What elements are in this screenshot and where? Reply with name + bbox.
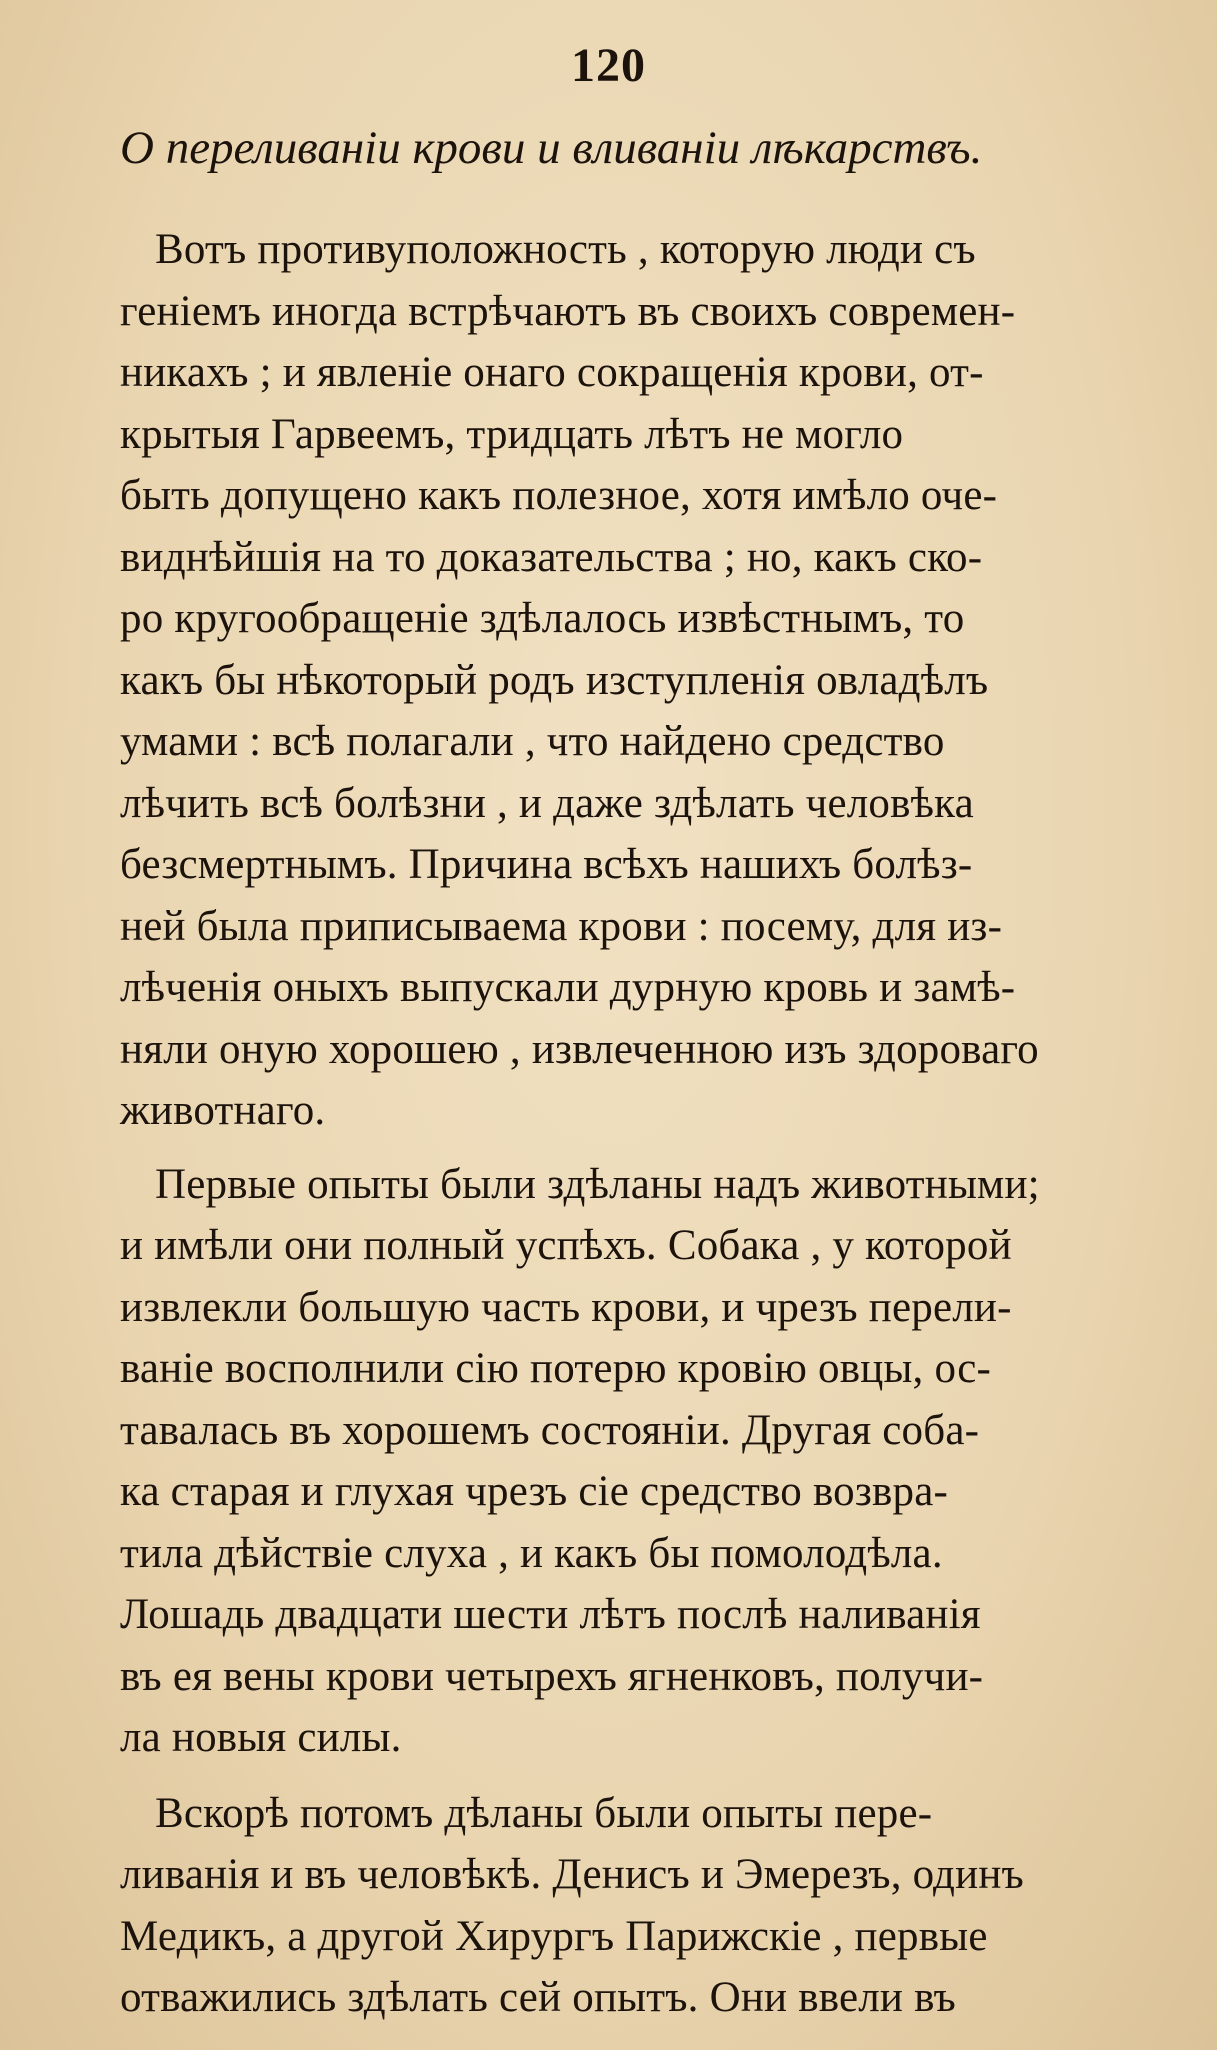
text-line: и имѣли они полный успѣхъ. Собака , у которой: [120, 1222, 1012, 1269]
text-line: тила дѣйствіе слуха , и какъ бы помолодѣла.: [120, 1530, 943, 1577]
text-line: лѣченія оныхъ выпускали дурную кровь и замѣ-: [120, 964, 1016, 1011]
text-line: тавалась въ хорошемъ состояніи. Другая соба-: [120, 1407, 980, 1454]
text-line: умами : всѣ полагали , что найдено средство: [120, 718, 945, 765]
text-line: виднѣйшія на то доказательства ; но, какъ ско-: [120, 534, 983, 581]
text-line: Вскорѣ потомъ дѣланы были опыты пере-: [155, 1790, 933, 1837]
text-line: извлекли большую часть крови, и чрезъ перели-: [120, 1284, 1012, 1331]
text-line: Вотъ противуположность , которую люди съ: [155, 226, 976, 273]
text-line: няли оную хорошею , извлеченною изъ здороваго: [120, 1026, 1039, 1073]
text-line: въ ея вены крови четырехъ ягненковъ, получи-: [120, 1653, 984, 1700]
page-number: 120: [571, 39, 646, 92]
text-line: крытыя Гарвеемъ, тридцать лѣтъ не могло: [120, 411, 904, 458]
text-line: быть допущено какъ полезное, хотя имѣло оче-: [120, 472, 998, 519]
text-line: Первые опыты были здѣланы надъ животными;: [155, 1161, 1040, 1208]
text-line: Медикъ, а другой Хирургъ Парижскіе , первые: [120, 1913, 988, 1960]
text-line: ливанія и въ человѣкѣ. Денисъ и Эмерезъ, одинъ: [120, 1851, 1024, 1898]
text-line: безсмертнымъ. Причина всѣхъ нашихъ болѣз-: [120, 841, 973, 888]
text-line: животнаго.: [120, 1087, 326, 1134]
text-line: какъ бы нѣкоторый родъ изступленія овладѣлъ: [120, 657, 989, 704]
section-heading: О переливаніи крови и вливаніи лѣкарствъ.: [120, 122, 983, 174]
text-line: ней была приписываема крови : посему, для из-: [120, 903, 1003, 950]
text-line: Лошадь двадцати шести лѣтъ послѣ наливанія: [120, 1591, 981, 1638]
text-line: никахъ ; и явленіе онаго сокращенія крови, от-: [120, 349, 984, 396]
text-line: лѣчить всѣ болѣзни , и даже здѣлать человѣка: [120, 780, 974, 827]
text-line: ла новыя силы.: [120, 1714, 402, 1761]
text-line: ро кругообращеніе здѣлалось извѣстнымъ, то: [120, 595, 965, 642]
text-line: геніемъ иногда встрѣчаютъ въ своихъ современ-: [120, 288, 1016, 335]
text-line: ваніе восполнили сію потерю кровію овцы, ос-: [120, 1345, 992, 1392]
text-line: отважились здѣлать сей опытъ. Они ввели въ: [120, 1974, 956, 2021]
text-line: ка старая и глухая чрезъ сіе средство возвра-: [120, 1468, 949, 1515]
